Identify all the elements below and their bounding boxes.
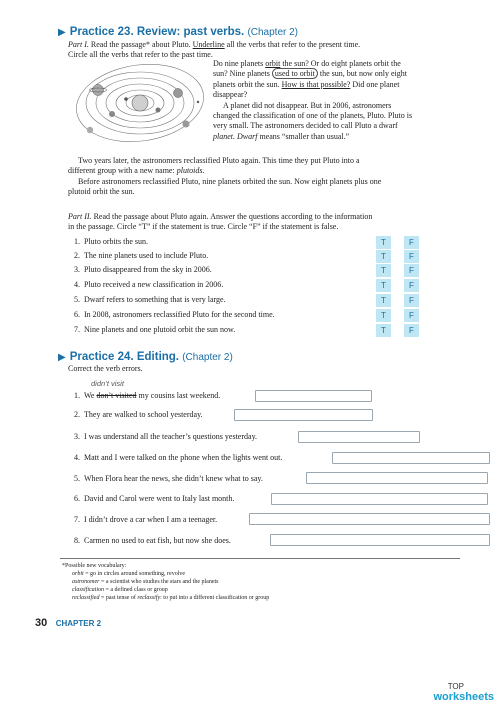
true-option[interactable]: T: [376, 236, 391, 249]
answer-box[interactable]: [271, 493, 488, 505]
part2-text2: in the passage. Circle “T” if the statement is true. Circle “F” if the statement is false.: [68, 222, 339, 232]
part1-text2: all the verbs that refer to the present time.: [226, 40, 361, 49]
practice24-heading: [58, 351, 233, 363]
false-option[interactable]: F: [404, 264, 419, 277]
chapter-ref: (Chapter 2): [182, 352, 233, 363]
chapter-ref: (Chapter 2): [247, 27, 299, 38]
false-option[interactable]: F: [404, 250, 419, 263]
editing-item: 1. We don’t visited my cousins last weekend.: [74, 391, 221, 400]
editing-item: 3. I was understand all the teacher’s questions yesterday.: [74, 432, 258, 441]
part2-instructions: [68, 212, 488, 233]
solar-system-illustration: [68, 58, 208, 153]
passage-line: plutoid orbit the sun.: [68, 187, 135, 197]
circled-verb: used to orbit: [272, 68, 318, 79]
editing-item: 8. Carmen no used to eat fish, but now she does.: [74, 536, 231, 545]
page-footer: [35, 613, 101, 631]
practice-number: Practice 24.: [69, 351, 134, 363]
logo-top: TOP: [447, 682, 464, 691]
passage-block-top: [213, 59, 483, 142]
true-option[interactable]: T: [376, 294, 391, 307]
practice-title: Editing.: [136, 351, 180, 363]
triangle-bullet-icon: ▶: [58, 352, 66, 363]
page-number: 30: [35, 617, 48, 629]
true-option[interactable]: T: [376, 324, 391, 337]
practice-number: Practice 23.: [69, 26, 134, 38]
passage-line: planet. Dwarf means “smaller than usual.”: [213, 131, 350, 141]
passage-line: planets orbit the sun. How is that possible? Did one planet: [213, 79, 400, 89]
true-option[interactable]: T: [376, 264, 391, 277]
footnote-entry: astronomer = a scientist who studies the stars and the planets: [72, 579, 219, 585]
triangle-bullet-icon: ▶: [58, 27, 66, 38]
statement-row: 6. In 2008, astronomers reclassified Pluto for the second time.: [74, 310, 275, 319]
editing-item: 7. I didn’t drove a car when I am a teenager.: [74, 515, 218, 524]
statement-row: 3. Pluto disappeared from the sky in 2006.: [74, 265, 212, 274]
statement-row: 4. Pluto received a new classification in 2006.: [74, 280, 224, 289]
passage-line: Two years later, the astronomers reclassified Pluto again. This time they put Pluto into a: [78, 156, 360, 165]
passage-line: sun? Nine planets used to orbit the sun, but now only eight: [213, 69, 407, 79]
passage-line: changed the classification of one of the planets, Pluto. Pluto is: [213, 111, 413, 121]
handwritten-correction: didn’t visit: [91, 379, 124, 388]
part1-text1: Read the passage* about Pluto.: [90, 40, 191, 49]
answer-box[interactable]: [298, 431, 420, 443]
passage-line: A planet did not disappear. But in 2006, astronomers: [223, 100, 392, 110]
answer-box[interactable]: [255, 390, 372, 402]
footnote: [62, 562, 462, 602]
answer-box[interactable]: [270, 534, 490, 546]
answer-box[interactable]: [306, 472, 488, 484]
editing-item: 6. David and Carol were went to Italy last month.: [74, 494, 235, 503]
false-option[interactable]: F: [404, 309, 419, 322]
statement-row: 5. Dwarf refers to something that is very large.: [74, 295, 226, 304]
footnote-entry: reclassified = past tense of reclassify: to put into a different classification or group: [72, 595, 270, 601]
topworksheets-logo: [433, 682, 494, 703]
statement-row: 1. Pluto orbits the sun.: [74, 237, 149, 246]
editing-item: 5. When Flora hear the news, she didn’t knew what to say.: [74, 474, 263, 483]
practice-title: Review: past verbs.: [136, 26, 245, 38]
practice23-heading: [58, 26, 298, 38]
answer-box[interactable]: [332, 452, 490, 464]
chapter-label: CHAPTER 2: [55, 619, 102, 628]
false-option[interactable]: F: [404, 279, 419, 292]
footnote-divider: [60, 558, 460, 559]
editing-item: 2. They are walked to school yesterday.: [74, 410, 203, 419]
footnote-entry: orbit = go in circles around something, revolve: [72, 571, 186, 577]
practice24-instruction: Correct the verb errors.: [68, 364, 143, 373]
true-option[interactable]: T: [376, 309, 391, 322]
editing-item: 4. Matt and I were talked on the phone when the lights went out.: [74, 453, 283, 462]
false-option[interactable]: F: [404, 294, 419, 307]
passage-block-bottom: [68, 156, 483, 198]
passage-line: Before astronomers reclassified Pluto, nine planets orbited the sun. Now eight planets plus one: [78, 176, 382, 186]
part2-text1: Read the passage about Pluto again. Answer the questions according to the information: [93, 212, 373, 221]
part1-label: Part I.: [68, 40, 89, 49]
crossed-out-text: don’t visited: [96, 391, 137, 400]
passage-line: different group with a new name: plutoids.: [68, 166, 205, 176]
part1-text3: Circle all the verbs that refer to the past time.: [68, 50, 213, 60]
passage-line: disappear?: [213, 90, 248, 100]
underline-word: Underline: [192, 40, 225, 49]
logo-worksheets: worksheets: [433, 691, 494, 703]
statement-row: 2. The nine planets used to include Pluto.: [74, 251, 209, 260]
answer-box[interactable]: [234, 409, 373, 421]
underlined-phrase: How is that possible?: [281, 79, 351, 89]
false-option[interactable]: F: [404, 236, 419, 249]
underlined-verb: orbit: [265, 59, 281, 68]
true-option[interactable]: T: [376, 279, 391, 292]
footnote-entry: classification = a defined class or group: [72, 587, 168, 593]
passage-line: Do nine planets orbit the sun? Or do eight planets orbit the: [213, 59, 401, 68]
true-option[interactable]: T: [376, 250, 391, 263]
part2-label: Part II.: [68, 212, 92, 221]
footnote-title: *Possible new vocabulary:: [62, 563, 127, 569]
false-option[interactable]: F: [404, 324, 419, 337]
statement-row: 7. Nine planets and one plutoid orbit the sun now.: [74, 325, 236, 334]
answer-box[interactable]: [249, 513, 490, 525]
passage-line: very small. The astronomers decided to call Pluto a dwarf: [213, 121, 398, 131]
